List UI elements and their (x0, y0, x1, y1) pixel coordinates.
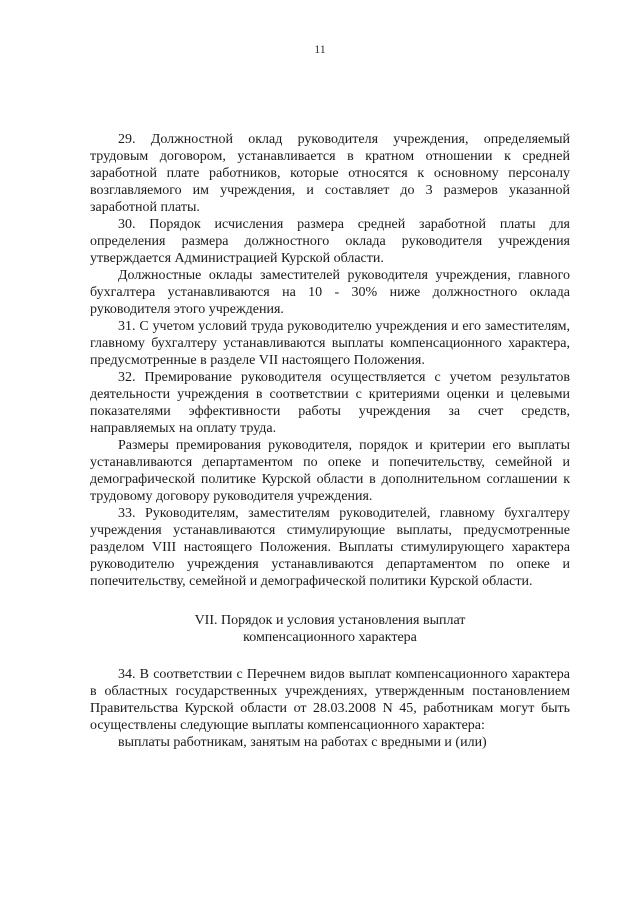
section-heading (90, 612, 570, 646)
section-heading-line-2: компенсационного характера (243, 630, 417, 645)
paragraph-34-payments: выплаты работникам, занятым на работах с вредными и (или) (118, 735, 487, 750)
page-number: 11 (314, 42, 326, 56)
paragraph-30: 30. Порядок исчисления размера средней заработной платы для определения размера должностного оклада руководителя учреждения утверждается Администрацией Курской области. (90, 217, 570, 266)
paragraph-32-bonus-size: Размеры премирования руководителя, порядок и критерии его выплаты устанавливаются департаментом по опеке и попечительству, семейной и демографической политике Курской области в дополнительном соглашении к трудовому договору руководителя учреждения. (90, 438, 570, 504)
paragraph-30-deputies: Должностные оклады заместителей руководителя учреждения, главного бухгалтера устанавливаются на 10 - 30% ниже должностного оклада руководителя этого учреждения. (90, 268, 570, 317)
paragraph-32: 32. Премирование руководителя осуществляется с учетом результатов деятельности учреждения в соответствии с критериями оценки и целевыми показателями эффективности работы учреждения за счет средств, направляемых на оплату труда. (90, 370, 570, 436)
document-body (90, 131, 570, 751)
paragraph-31: 31. С учетом условий труда руководителю учреждения и его заместителям, главному бухгалтеру устанавливаются выплаты компенсационного характера, предусмотренные в разделе VII настоящего Положения. (90, 319, 570, 368)
paragraph-33: 33. Руководителям, заместителям руководителей, главному бухгалтеру учреждения устанавливаются стимулирующие выплаты, предусмотренные разделом VIII настоящего Положения. Выплаты стимулирующего характера руководителю учреждения устанавливаются департаментом по опеке и попечительству, семейной и демографической политики Курской области. (90, 506, 570, 589)
paragraph-29: 29. Должностной оклад руководителя учреждения, определяемый трудовым договором, устанавливается в кратном отношении к средней заработной плате работников, которые относятся к основному персоналу возглавляемого им учреждения, и составляет до 3 размеров указанной заработной платы. (90, 132, 570, 215)
paragraph-34: 34. В соответствии с Перечнем видов выплат компенсационного характера в областных государственных учреждениях, утвержденным постановлением Правительства Курской области от 28.03.2008 N 45, работникам могут быть осуществлены следующие выплаты компенсационного характера: (90, 667, 570, 733)
section-heading-line-1: VII. Порядок и условия установления выплат (194, 613, 466, 628)
